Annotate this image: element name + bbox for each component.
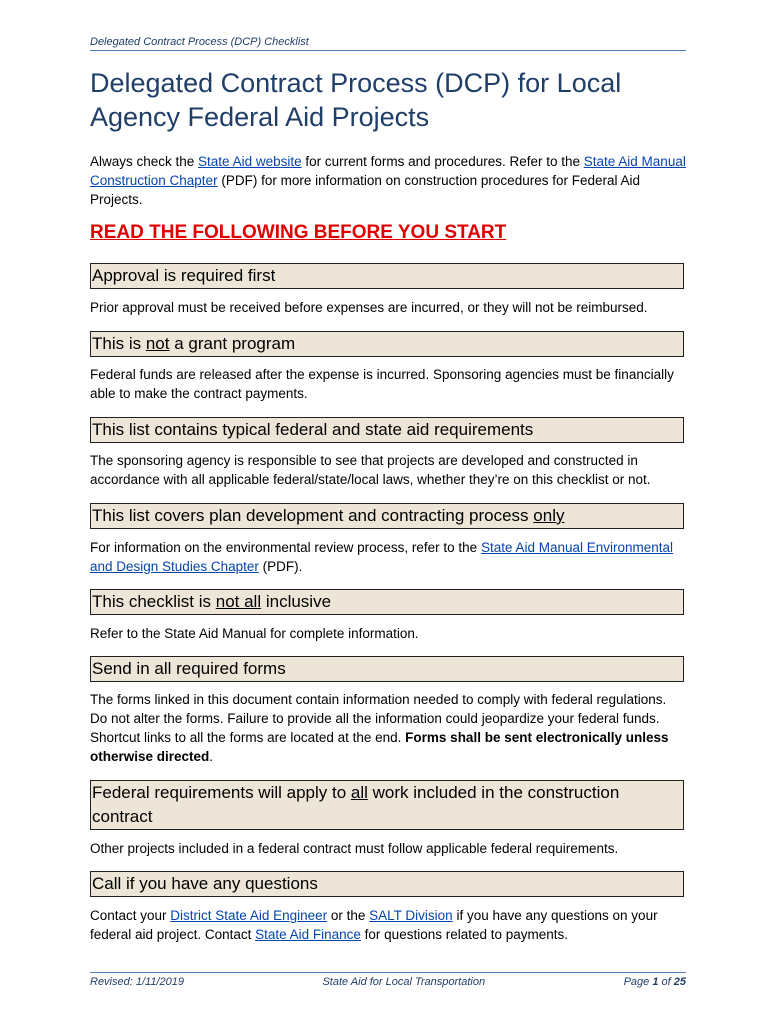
section-heading-forms: Send in all required forms [90, 656, 684, 682]
page-number [624, 976, 686, 988]
section-heading-requirements: This list contains typical federal and state aid requirements [90, 417, 684, 443]
body-text: if you have any questions on your federal aid project. Contact [90, 908, 658, 942]
intro-text: for current forms and procedures. Refer to the [301, 154, 584, 169]
salt-division-link[interactable]: SALT Division [369, 908, 453, 923]
body-text: (PDF). [258, 559, 303, 574]
section-body-approval: Prior approval must be received before expenses are incurred, or they will not be reimbursed. [90, 300, 648, 315]
intro-paragraph [90, 152, 686, 209]
body-text: Contact your [90, 908, 171, 923]
intro-text: (PDF) for more information on construction procedures for Federal Aid Projects. [90, 173, 641, 207]
revised-date: Revised: 1/11/2019 [90, 976, 184, 988]
page-title: Delegated Contract Process (DCP) for Local Agency Federal Aid Projects [90, 68, 622, 132]
running-header: Delegated Contract Process (DCP) Checklist [90, 36, 686, 51]
body-bold-text: Forms shall be sent electronically unless otherwise directed [90, 730, 669, 764]
body-text: or the [327, 908, 370, 923]
heading-text: This list covers plan development and contracting process [92, 506, 534, 525]
state-aid-finance-link[interactable]: State Aid Finance [255, 927, 361, 942]
page-current: 1 [652, 976, 659, 988]
section-heading-grant [90, 331, 684, 357]
heading-text: a grant program [169, 334, 296, 353]
heading-text: This checklist is [92, 592, 216, 611]
section-body-requirements: The sponsoring agency is responsible to see that projects are developed and constructed in accordance with all applicable federal/state/local laws, whether they’re on this checklist or not. [90, 453, 651, 487]
section-body-grant: Federal funds are released after the expense is incurred. Sponsoring agencies must be financially able to make the contract payments. [90, 367, 674, 401]
page-footer [90, 972, 686, 988]
heading-emphasis: not [145, 334, 170, 353]
body-text: for questions related to payments. [360, 927, 569, 942]
heading-emphasis: not all [215, 592, 262, 611]
page-total: 25 [673, 976, 686, 988]
heading-text: work included in the construction contract [92, 783, 620, 826]
heading-text: Federal requirements will apply to [92, 783, 351, 802]
section-heading-approval: Approval is required first [90, 263, 684, 289]
body-text: The forms linked in this document contain information needed to comply with federal regulations. Do not alter the forms. Failure to provide all the information could jeopardize your federal funds. Shortcut links to all the forms are located at the end. [90, 692, 667, 745]
body-text: . [209, 749, 214, 764]
heading-emphasis: all [350, 783, 368, 802]
environmental-chapter-link[interactable]: State Aid Manual Environmental and Design Studies Chapter [90, 540, 674, 574]
district-engineer-link[interactable]: District State Aid Engineer [170, 908, 328, 923]
section-heading-plan-development [90, 503, 684, 529]
body-text: For information on the environmental review process, refer to the [90, 540, 481, 555]
page-label: Page [623, 976, 653, 988]
section-body-forms [90, 690, 686, 766]
section-body-federal-requirements: Other projects included in a federal contract must follow applicable federal requirements. [90, 841, 619, 856]
warning-heading: READ THE FOLLOWING BEFORE YOU START [90, 222, 507, 243]
state-aid-website-link[interactable]: State Aid website [198, 154, 302, 169]
heading-text: inclusive [261, 592, 332, 611]
section-heading-federal-requirements [90, 780, 684, 830]
section-body-plan-development [90, 538, 686, 576]
section-body-questions [90, 906, 686, 944]
section-heading-questions: Call if you have any questions [90, 871, 684, 897]
intro-text: Always check the [90, 154, 199, 169]
heading-text: This is [92, 334, 146, 353]
construction-chapter-link[interactable]: State Aid Manual Construction Chapter [90, 154, 686, 188]
heading-emphasis: only [533, 506, 565, 525]
section-heading-not-inclusive [90, 589, 684, 615]
footer-org: State Aid for Local Transportation [322, 976, 486, 988]
page-label: of [658, 976, 674, 988]
section-body-not-inclusive: Refer to the State Aid Manual for complete information. [90, 626, 419, 641]
